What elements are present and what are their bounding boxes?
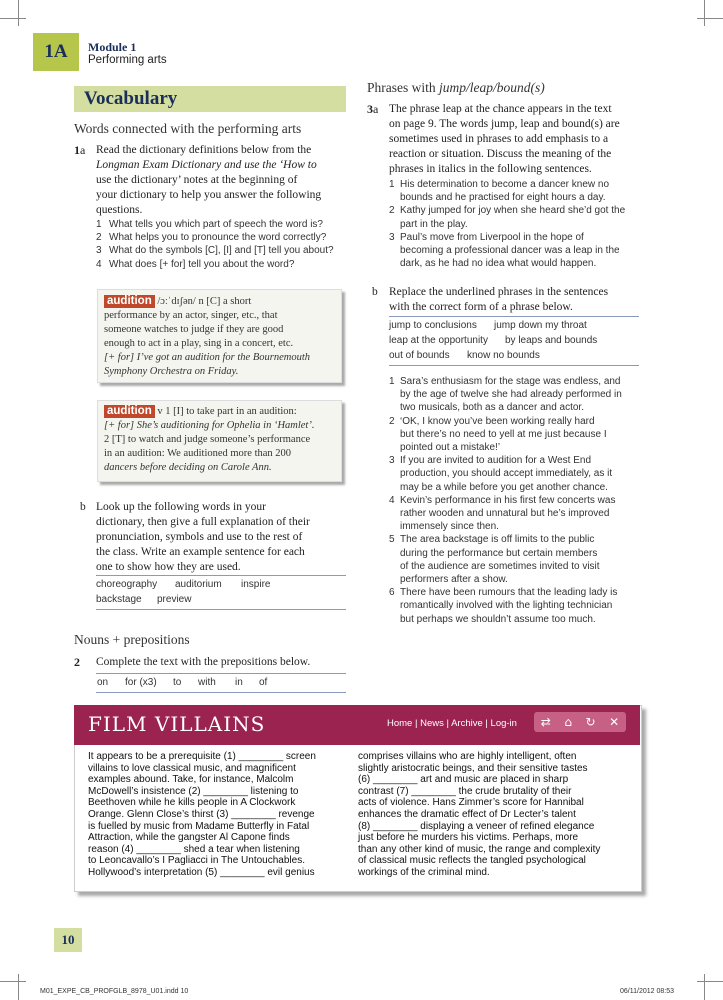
- exercise-number: 2: [74, 655, 80, 669]
- timestamp: 06/11/2012 08:53: [620, 988, 674, 995]
- divider: [389, 365, 639, 366]
- vocabulary-title: Vocabulary: [84, 88, 178, 109]
- word-box-item: on: [97, 677, 109, 688]
- crop-mark: [0, 18, 26, 19]
- word-box-item: jump down my throat: [494, 320, 587, 331]
- word-box-item: backstage: [96, 594, 142, 605]
- list-item: 2 Kathy jumped for joy when she heard she’d got the: [389, 205, 626, 217]
- list-item-line: may be a while before you get another chance.: [400, 481, 608, 493]
- word-box-item: jump to conclusions: [389, 320, 477, 331]
- exercise-number: 3a: [367, 102, 379, 116]
- crop-mark: [18, 0, 19, 26]
- list-item-line: two musicals, both as a dancer and actor.: [400, 402, 584, 414]
- word-box-item: inspire: [241, 579, 271, 590]
- divider: [96, 673, 346, 674]
- exercise-2-instructions: Complete the text with the prepositions below.: [96, 656, 311, 668]
- film-villains-title: FILM VILLAINS: [88, 712, 266, 736]
- nav-news-link[interactable]: News: [420, 718, 444, 729]
- list-item: 1 Sara’s enthusiasm for the stage was endless, and: [389, 376, 621, 387]
- list-item-line: bounds and he practised for eight hours a day.: [400, 192, 606, 204]
- section-heading: Phrases with jump/leap/bound(s): [367, 80, 545, 95]
- page-number: 10: [54, 928, 82, 952]
- section-heading: Nouns + prepositions: [74, 632, 190, 647]
- nav-archive-link[interactable]: Archive: [451, 718, 483, 729]
- exercise-3a-sentences: [389, 178, 649, 270]
- word-box-item: of: [259, 677, 268, 688]
- word-box-item: by leaps and bounds: [505, 335, 598, 346]
- film-text-left: It appears to be a prerequisite (1) ________ screen villains to love classical music, and magnificent examples abound. Take, for instance, Malcolm McDowell’s insistence (2) ________ listening to Beethoven while he kills people in A Clockwork Orange. Glenn Close’s thirst (3) ________ revenge is fuelled by music from Madame Butterfly in Fatal Attraction, while the gangster Al Capone finds reason (4) ________ shed a tear when listening to Leoncavallo’s I Pagliacci in The Untouchables. Hollywood’s interpretation (5) ________ evil genius: [88, 751, 316, 878]
- arrows-icon[interactable]: ⇄: [540, 715, 551, 729]
- divider: [96, 609, 346, 610]
- list-item: 3 What do the symbols [C], [I] and [T] tell you about?: [96, 245, 334, 257]
- word-box-item: for (x3): [125, 677, 157, 688]
- section-heading: Words connected with the performing arts: [74, 121, 302, 136]
- word-box-item: choreography: [96, 579, 158, 590]
- home-icon[interactable]: ⌂: [564, 715, 572, 729]
- list-item-line: but perhaps we shouldn’t assume too much.: [400, 613, 596, 625]
- list-item-line: part in the play.: [400, 218, 468, 230]
- crop-mark: [697, 18, 723, 19]
- file-info: M01_EXPE_CB_PROFGLB_8978_U01.indd 10: [40, 988, 189, 995]
- list-item-line: rather wooden and unnatural but he’s improved: [400, 508, 610, 520]
- dictionary-entry-noun: audition /ɔːˈdɪʃən/ n [C] a short performance by an actor, singer, etc., that someone watches to judge if they are good enough to act in a play, sing in a concert, etc. [+ for] I’ve got an audition for the Bournemouth Symphony Orchestra on Friday.: [97, 289, 342, 383]
- crop-mark: [704, 0, 705, 26]
- module-label: Module 1: [88, 40, 137, 54]
- word-box-item: in: [235, 677, 243, 688]
- word-box-item: preview: [157, 594, 192, 605]
- divider: [389, 316, 639, 317]
- divider: [96, 692, 346, 693]
- divider: [96, 575, 346, 576]
- dictionary-entry-verb: audition v 1 [I] to take part in an audition: [+ for] She’s auditioning for Ophelia in ‘Hamlet’. 2 [T] to watch and judge someone’s performance in an audition: We auditioned more than 200 dancers before deciding on Carole Ann.: [97, 400, 342, 482]
- list-item-line: pointed out a mistake!’: [400, 442, 501, 454]
- list-item: 3 Paul’s move from Liverpool in the hope of: [389, 231, 584, 243]
- exercise-number: 1a: [74, 143, 86, 157]
- browser-controls: [534, 712, 626, 732]
- film-text-right: comprises villains who are highly intelligent, often slightly aristocratic beings, and their sensitive tastes (6) ________ art and music are placed in sharp contrast (7) ________ the crude brutality of their acts of violence. Hans Zimmer’s score for Hannibal enhances the dramatic effect of Dr Lecter’s talent (8) ________ displaying a veneer of refined elegance just before he murders his victims. Perhaps, more than any other kind of music, the range and complexity of classical music reflects the tangled psychological workings of the criminal mind.: [358, 751, 601, 878]
- list-item-line: becoming a professional dancer was a leap in the: [400, 245, 620, 257]
- list-item-line: but there’s no need to yell at me just because I: [400, 428, 607, 440]
- list-item-line: of the audience are sometimes invited to visit: [400, 560, 600, 572]
- exercise-1a-instructions: Read the dictionary definitions below from the Longman Exam Dictionary and use the ‘How to use the dictionary’ notes at the beginning of your dictionary to help you answer the following questions.: [96, 144, 322, 216]
- crop-mark: [18, 974, 19, 1000]
- nav-login-link[interactable]: Log-in: [490, 718, 517, 729]
- exercise-1a-questions: [96, 218, 356, 271]
- exercise-3b-instructions: Replace the underlined phrases in the sentences with the correct form of a phrase below.: [389, 286, 609, 313]
- module-topic: Performing arts: [88, 54, 167, 66]
- crop-mark: [704, 974, 705, 1000]
- list-item: 2 What helps you to pronounce the word correctly?: [96, 232, 327, 244]
- list-item: 4 Kevin’s performance in his first few concerts was: [389, 494, 616, 506]
- exercise-3b-sentences: [389, 375, 649, 626]
- exercise-1b-instructions: Look up the following words in your dictionary, then give a full explanation of their pronunciation, symbols and use to the rest of the class. Write an example sentence for each one to show how they are used.: [96, 501, 310, 573]
- word-box-item: leap at the opportunity: [389, 335, 488, 346]
- list-item: 1 What tells you which part of speech the word is?: [96, 219, 323, 230]
- crop-mark: [697, 981, 723, 982]
- film-nav: Home | News | Archive | Log-in: [387, 718, 517, 729]
- list-item: 6 There have been rumours that the leading lady is: [389, 587, 618, 599]
- list-item-line: romantically involved with the lighting technician: [400, 600, 613, 612]
- list-item: 4 What does [+ for] tell you about the word?: [96, 258, 295, 270]
- word-box-item: to: [173, 677, 182, 688]
- list-item: 1 His determination to become a dancer knew no: [389, 179, 610, 190]
- crop-mark: [0, 981, 26, 982]
- list-item-line: immensely since then.: [400, 521, 499, 533]
- section-tab: 1A: [33, 33, 79, 71]
- list-item: 5 The area backstage is off limits to the public: [389, 534, 595, 546]
- list-item-line: performers after a show.: [400, 574, 508, 586]
- word-box-item: out of bounds: [389, 350, 450, 361]
- list-item: 3 If you are invited to audition for a West End: [389, 455, 592, 467]
- exercise-letter: b: [80, 501, 86, 513]
- close-icon[interactable]: ✕: [609, 715, 620, 729]
- list-item-line: dark, as he had no idea what would happen.: [400, 258, 597, 270]
- word-box-item: know no bounds: [467, 350, 540, 361]
- list-item-line: during the performance but certain members: [400, 547, 598, 559]
- exercise-3a-instructions: The phrase leap at the chance appears in the text on page 9. The words jump, leap and bound(s) are sometimes used in phrases to add emphasis to a reaction or situation. Discuss the meaning of the phrases in italics in the following sentences.: [389, 103, 620, 175]
- list-item-line: by the age of twelve she had already performed in: [400, 389, 622, 401]
- exercise-letter: b: [372, 286, 378, 298]
- list-item: 2 ‘OK, I know you’ve been working really hard: [389, 415, 595, 427]
- word-box-item: with: [198, 677, 216, 688]
- word-box-item: auditorium: [175, 579, 222, 590]
- list-item-line: production, you should accept immediately, as it: [400, 468, 613, 480]
- nav-home-link[interactable]: Home: [387, 718, 413, 729]
- refresh-icon[interactable]: ↻: [585, 715, 596, 729]
